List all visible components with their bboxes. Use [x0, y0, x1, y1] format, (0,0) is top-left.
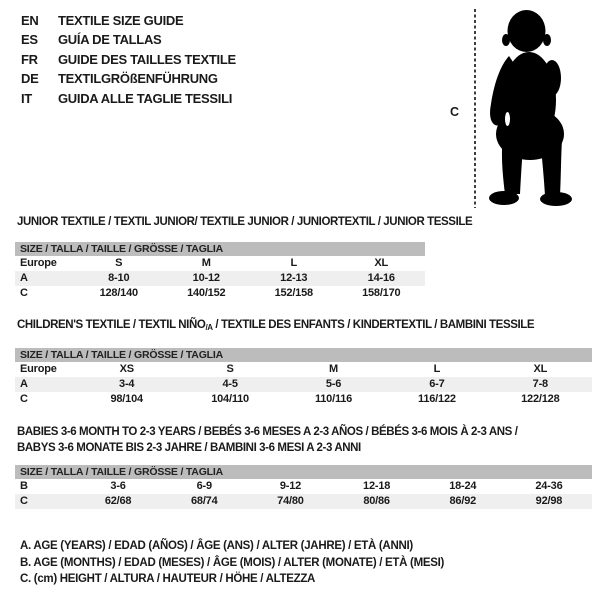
row-label: Europe [20, 257, 57, 269]
height-dashed-line [474, 9, 476, 208]
children-title-prefix: CHILDREN'S TEXTILE / TEXTIL NIÑO [17, 319, 206, 331]
table-cell: M [201, 257, 211, 269]
size-figure [440, 6, 595, 212]
table-cell: 6-7 [429, 378, 445, 390]
table-cell: 122/128 [521, 393, 560, 405]
table-row [15, 377, 592, 392]
language-code: IT [21, 90, 32, 106]
table-cell: 3-6 [110, 480, 126, 492]
language-row [21, 11, 236, 30]
language-title: GUIDA ALLE TAGLIE TESSILI [58, 90, 233, 106]
table-cell: XL [374, 257, 389, 269]
table-cell: L [290, 257, 298, 269]
table-cell: 10-12 [192, 272, 220, 284]
junior-size-table [15, 242, 425, 301]
language-row [21, 89, 236, 108]
size-header-bar: SIZE / TALLA / TAILLE / GRÖSSE / TAGLIA [15, 242, 425, 256]
table-cell: L [433, 363, 441, 375]
language-row [21, 30, 236, 49]
table-cell: 80/86 [363, 495, 390, 507]
note-age-months: B. AGE (MONTHS) / EDAD (MESES) / ÂGE (MOIS) / ALTER (MONATE) / ETÀ (MESI) [20, 556, 445, 569]
size-header-bar: SIZE / TALLA / TAILLE / GRÖSSE / TAGLIA [15, 465, 592, 479]
babies-table-title-line2: BABYS 3-6 MONATE BIS 2-3 JAHRE / BAMBINI 3-6 MESI A 2-3 ANNI [17, 442, 361, 454]
table-cell: 3-4 [119, 378, 135, 390]
table-cell: 152/158 [274, 287, 313, 299]
table-cell: 128/140 [99, 287, 138, 299]
row-label: A [20, 378, 28, 390]
note-height-cm: C. (cm) HEIGHT / ALTURA / HAUTEUR / HÖHE / ALTEZZA [20, 573, 316, 586]
row-label: C [20, 495, 28, 507]
language-row [21, 50, 236, 69]
row-label: Europe [20, 363, 57, 375]
table-row [15, 392, 592, 407]
junior-table-title: JUNIOR TEXTILE / TEXTIL JUNIOR/ TEXTILE JUNIOR / JUNIORTEXTIL / JUNIOR TESSILE [17, 216, 473, 228]
table-cell: 104/110 [211, 393, 249, 405]
row-label: B [20, 480, 28, 492]
table-row [15, 271, 425, 286]
table-cell: 92/98 [535, 495, 563, 507]
table-cell: M [329, 363, 338, 375]
table-cell: 86/92 [449, 495, 477, 507]
table-cell: 62/68 [104, 495, 132, 507]
language-title: GUÍA DE TALLAS [58, 32, 162, 48]
note-age-years: A. AGE (YEARS) / EDAD (AÑOS) / ÂGE (ANS) / ALTER (JAHRE) / ETÀ (ANNI) [20, 540, 413, 552]
table-cell: 12-13 [280, 272, 308, 284]
children-table-title [17, 319, 534, 331]
table-cell: 98/104 [110, 393, 143, 405]
table-row [15, 362, 592, 377]
table-cell: 140/152 [187, 287, 226, 299]
language-title-list [21, 11, 236, 108]
language-title: TEXTILE SIZE GUIDE [58, 13, 184, 28]
row-label: C [20, 287, 28, 299]
language-code: DE [21, 71, 39, 87]
table-cell: S [226, 363, 234, 375]
babies-size-table [15, 465, 592, 509]
table-cell: 6-9 [196, 480, 212, 492]
language-row [21, 69, 236, 88]
language-code: EN [21, 13, 39, 28]
table-cell: S [115, 257, 123, 269]
table-cell: 5-6 [325, 378, 342, 390]
table-cell: 18-24 [449, 480, 477, 492]
junior-table-rows [15, 256, 425, 301]
legend-notes [20, 538, 444, 588]
table-row [15, 479, 592, 494]
table-cell: 12-18 [363, 480, 391, 492]
baby-silhouette-icon [484, 8, 579, 207]
table-cell: 74/80 [277, 495, 304, 507]
table-row [15, 256, 425, 271]
row-label: A [20, 272, 28, 284]
table-cell: XS [119, 363, 134, 375]
children-table-rows [15, 362, 592, 407]
language-title: TEXTILGRÖßENFÜHRUNG [58, 71, 218, 87]
size-header-bar: SIZE / TALLA / TAILLE / GRÖSSE / TAGLIA [15, 348, 592, 362]
language-title: GUIDE DES TAILLES TEXTILE [58, 51, 236, 67]
babies-table-rows [15, 479, 592, 509]
table-cell: 4-5 [222, 378, 238, 390]
row-label: C [20, 393, 28, 405]
table-cell: 9-12 [279, 480, 302, 492]
height-measure-label: C [450, 105, 460, 119]
table-row [15, 286, 425, 301]
table-row [15, 494, 592, 509]
children-title-suffix: / TEXTILE DES ENFANTS / KINDERTEXTIL / BAMBINI TESSILE [212, 319, 535, 331]
language-code: FR [21, 51, 38, 67]
children-title-subscript: /A [205, 323, 213, 332]
table-cell: 116/122 [418, 393, 456, 405]
table-cell: XL [533, 363, 548, 375]
table-cell: 110/116 [314, 393, 353, 405]
table-cell: 68/74 [190, 495, 218, 507]
language-code: ES [21, 32, 38, 48]
table-cell: 24-36 [535, 480, 563, 492]
table-cell: 14-16 [367, 272, 395, 284]
table-cell: 158/170 [362, 287, 401, 299]
babies-table-title-line1: BABIES 3-6 MONTH TO 2-3 YEARS / BEBÉS 3-6 MESES A 2-3 AÑOS / BÉBÉS 3-6 MOIS À 2-3 ANS / [17, 426, 518, 438]
table-cell: 7-8 [532, 378, 548, 390]
table-cell: 8-10 [108, 272, 130, 284]
children-size-table [15, 348, 592, 407]
